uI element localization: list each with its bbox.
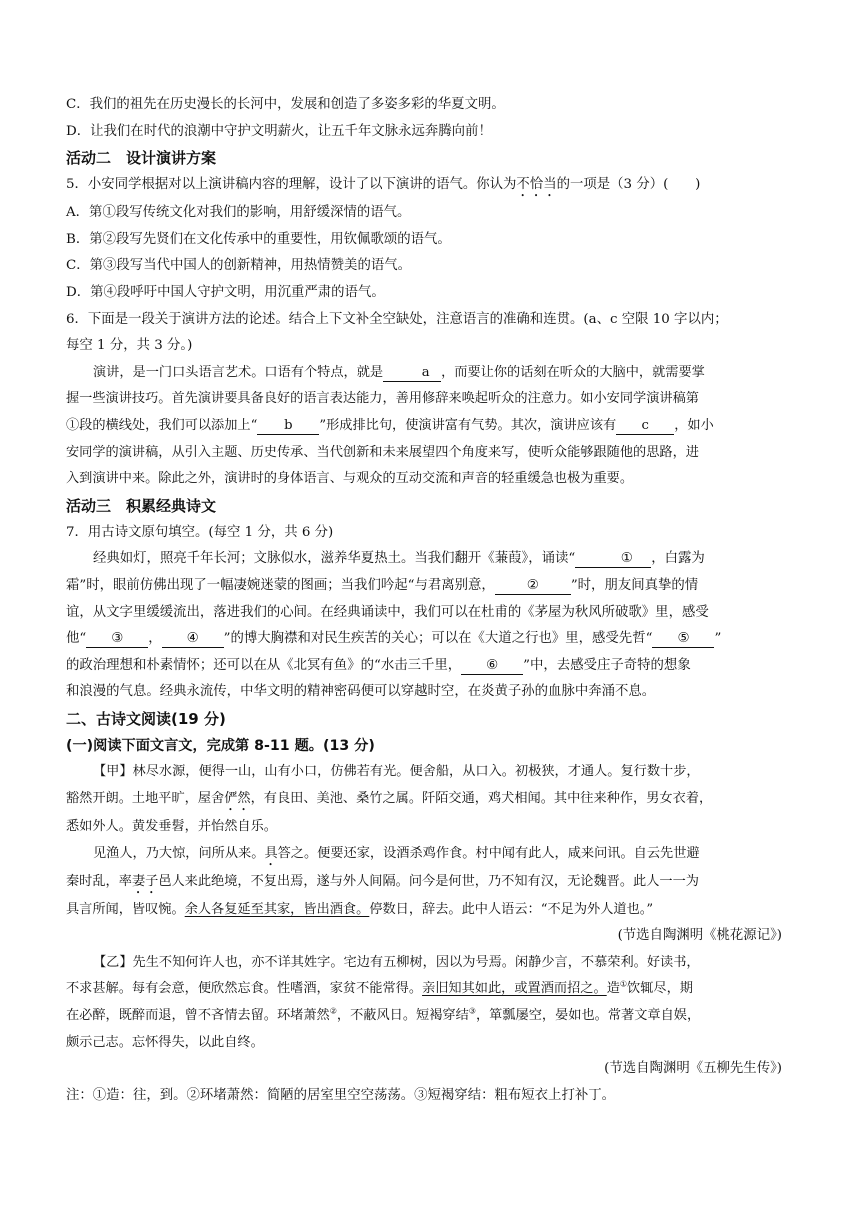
activity2-title: 活动二 设计演讲方案 <box>66 149 217 168</box>
q5-option-b: B．第②段写先贤们在文化传承中的重要性，用钦佩歌颂的语气。 <box>66 231 451 247</box>
jia-line3: 悉如外人。黄发垂髫，并怡然自乐。 <box>66 819 277 835</box>
q7-line2: 霜”时，眼前仿佛出现了一幅凄婉迷蒙的图画；当我们吟起“与君离别意， ② ”时，朋友间真挚的情 <box>66 577 699 593</box>
jia-line2: 豁然开朗。土地平旷，屋舍俨然，有良田、美池、桑竹之属。阡陌交通，鸡犬相闻。其中往来种作，男女衣着， <box>66 791 713 807</box>
q6-passage-line3: ①段的横线处，我们可以添加上“ b ”形成排比句，使演讲富有气势。其次，演讲应该有 c ，如小 <box>66 417 714 433</box>
q7-line5: 的政治理想和朴素情怀；还可以在从《北冥有鱼》的“水击三千里， ⑥ ”中，去感受庄子奇特的想象 <box>66 657 691 673</box>
yi-source: (节选自陶渊明《五柳先生传》) <box>604 1061 782 1077</box>
q7-line4: 他“ ③ ， ④ ”的博大胸襟和对民生疾苦的关心；可以在《大道之行也》里，感受先哲“ ⑤ ” <box>66 631 722 647</box>
q5-option-a: A．第①段写传统文化对我们的影响，用舒缓深情的语气。 <box>66 205 411 221</box>
q7-line6: 和浪漫的气息。经典永流传，中华文明的精神密码便可以穿越时空，在炎黄子孙的血脉中奔涌不息。 <box>66 684 656 700</box>
section2-subtitle: (一)阅读下面文言文，完成第 8-11 题。(13 分) <box>66 737 375 754</box>
q7-line1: 经典如灯，照亮千年长河；文脉似水，滋养华夏热土。当我们翻开《蒹葭》，诵读“ ① ，白露为 <box>93 551 705 567</box>
jia-line4: 见渔人，乃大惊，问所从来。具答之。便要还家，设酒杀鸡作食。村中闻有此人，咸来问讯。自云先世避 <box>93 845 700 861</box>
blank-2[interactable]: ② <box>495 577 571 595</box>
blank-a[interactable]: a <box>383 364 441 382</box>
q5-option-d: D．第④段呼吁中国人守护文明，用沉重严肃的语气。 <box>66 284 385 300</box>
yi-footnote: 注：①造：往，到。②环堵萧然：简陋的居室里空空荡荡。③短褐穿结：粗布短衣上打补丁。 <box>66 1087 616 1103</box>
blank-5[interactable]: ⑤ <box>652 630 714 648</box>
jia-line5: 秦时乱，率妻子邑人来此绝境，不复出焉，遂与外人间隔。问今是何世，乃不知有汉，无论魏晋。此人一一为 <box>66 873 699 889</box>
yi-line3: 在必醉，既醉而退，曾不吝情去留。环堵萧然②，不蔽风日。短褐穿结③，箪瓢屡空，晏如也。常著文章自娱， <box>66 1006 701 1024</box>
q7-stem: 7．用古诗文原句填空。(每空 1 分，共 6 分) <box>66 524 334 540</box>
activity3-title: 活动三 积累经典诗文 <box>66 496 217 515</box>
q4-option-d: D．让我们在时代的浪潮中守护文明薪火，让五千年文脉永远奔腾向前！ <box>66 123 492 139</box>
blank-3[interactable]: ③ <box>86 630 148 648</box>
yi-line1: 【乙】先生不知何许人也，亦不详其姓字。宅边有五柳树，因以为号焉。闲静少言，不慕荣利。好读书， <box>93 954 700 970</box>
jia-source: (节选自陶渊明《桃花源记》) <box>617 928 782 944</box>
q7-line3: 谊，从文字里缓缓流出，落进我们的心间。在经典诵读中，我们可以在杜甫的《茅屋为秋风所破歌》里，感受 <box>66 604 709 620</box>
section2-title: 二、古诗文阅读(19 分) <box>66 709 226 728</box>
q5-option-c: C．第③段写当代中国人的创新精神，用热情赞美的语气。 <box>66 258 412 274</box>
blank-1[interactable]: ① <box>575 550 651 568</box>
blank-c[interactable]: c <box>616 417 674 435</box>
q6-passage-line5: 入到演讲中来。除此之外，演讲时的身体语言、与观众的互动交流和声音的轻重缓急也极为重要。 <box>66 471 634 487</box>
exam-page <box>66 92 800 1109</box>
q6-stem-line1: 6．下面是一段关于演讲方法的论述。结合上下文补全空缺处，注意语言的准确和连贯。(a、c 空限 10 字以内； <box>66 311 728 327</box>
yi-line4: 颇示己志。忘怀得失，以此自终。 <box>66 1034 264 1050</box>
blank-b[interactable]: b <box>257 417 319 435</box>
jia-line1: 【甲】林尽水源，便得一山，山有小口，仿佛若有光。便舍船，从口入。初极狭，才通人。复行数十步， <box>93 764 700 780</box>
jia-line6: 具言所闻，皆叹惋。余人各复延至其家，皆出酒食。停数日，辞去。此中人语云：“不足为外人道也。” <box>66 901 654 917</box>
q6-passage-line2: 握一些演讲技巧。首先演讲要具备良好的语言表达能力，善用修辞来唤起听众的注意力。如小安同学演讲稿第 <box>66 391 699 407</box>
yi-line2: 不求甚解。每有会意，便欣然忘食。性嗜酒，家贫不能常得。亲旧知其如此，或置酒而招之。造①饮辄尽，期 <box>66 980 693 997</box>
blank-6[interactable]: ⑥ <box>461 657 523 675</box>
q6-stem-line2: 每空 1 分，共 3 分。) <box>66 338 193 354</box>
q5-stem: 5．小安同学根据对以上演讲稿内容的理解，设计了以下演讲的语气。你认为不恰当的一项是（3 分）( ) <box>66 177 701 193</box>
q4-option-c: C．我们的祖先在历史漫长的长河中，发展和创造了多姿多彩的华夏文明。 <box>66 97 505 112</box>
blank-4[interactable]: ④ <box>162 630 224 648</box>
q6-passage-line4: 安同学的演讲稿，从引入主题、历史传承、当代创新和未来展望四个角度来写，使听众能够跟随他的思路，进 <box>66 444 699 460</box>
q6-passage-line1: 演讲，是一门口头语言艺术。口语有个特点，就是 a ，而要让你的话刻在听众的大脑中，就需要掌 <box>93 364 705 380</box>
